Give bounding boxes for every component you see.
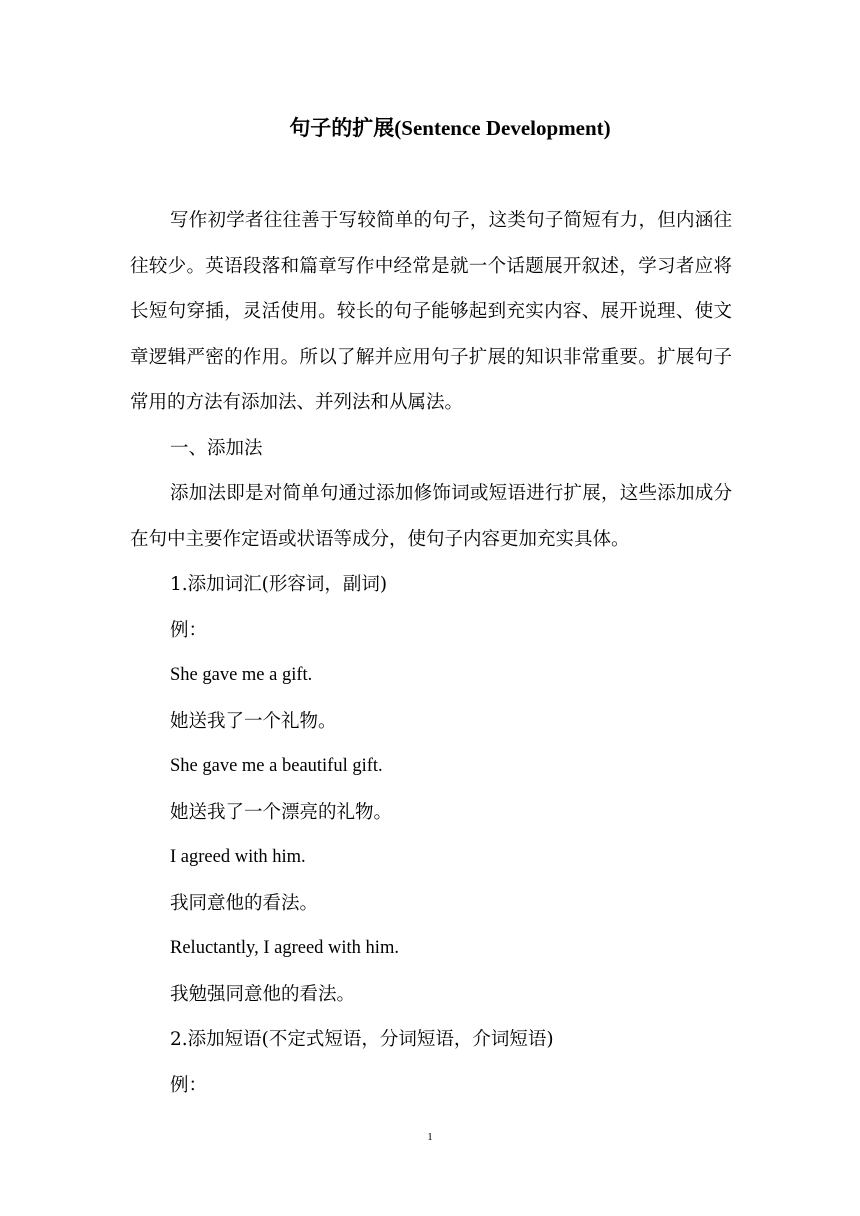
example-sentence-en: Reluctantly, I agreed with him. bbox=[170, 938, 399, 958]
example-label: 例： bbox=[170, 619, 208, 641]
subsection-heading-phrases: 2.添加短语(不定式短语，分词短语，介词短语) bbox=[170, 1029, 554, 1050]
section-paragraph-adding: 添加法即是对简单句通过添加修饰词或短语进行扩展，这些添加成分在句中主要作定语或状语等成分，使句子内容更加充实具体。 bbox=[130, 483, 732, 550]
page-number: 1 bbox=[427, 1131, 433, 1143]
intro-paragraph: 写作初学者往往善于写较简单的句子，这类句子简短有力，但内涵往往较少。英语段落和篇章写作中经常是就一个话题展开叙述，学习者应将长短句穿插，灵活使用。较长的句子能够起到充实内容、展开说理、使文章逻辑严密的作用。所以了解并应用句子扩展的知识非常重要。扩展句子常用的方法有添加法、并列法和从属法。 bbox=[130, 210, 732, 413]
document-title: 句子的扩展(Sentence Development) bbox=[289, 116, 611, 140]
subsection-heading-words: 1.添加词汇(形容词，副词) bbox=[170, 574, 388, 595]
example-sentence-zh: 我同意他的看法。 bbox=[170, 892, 319, 914]
example-sentence-en: I agreed with him. bbox=[170, 847, 306, 867]
example-sentence-zh: 她送我了一个礼物。 bbox=[170, 710, 337, 732]
example-sentence-en: She gave me a gift. bbox=[170, 665, 313, 685]
example-sentence-zh: 她送我了一个漂亮的礼物。 bbox=[170, 801, 393, 823]
example-sentence-en: She gave me a beautiful gift. bbox=[170, 756, 383, 776]
example-sentence-zh: 我勉强同意他的看法。 bbox=[170, 983, 356, 1005]
document-body bbox=[130, 198, 732, 1108]
section-heading-adding: 一、添加法 bbox=[170, 437, 263, 459]
example-label: 例： bbox=[170, 1074, 208, 1096]
